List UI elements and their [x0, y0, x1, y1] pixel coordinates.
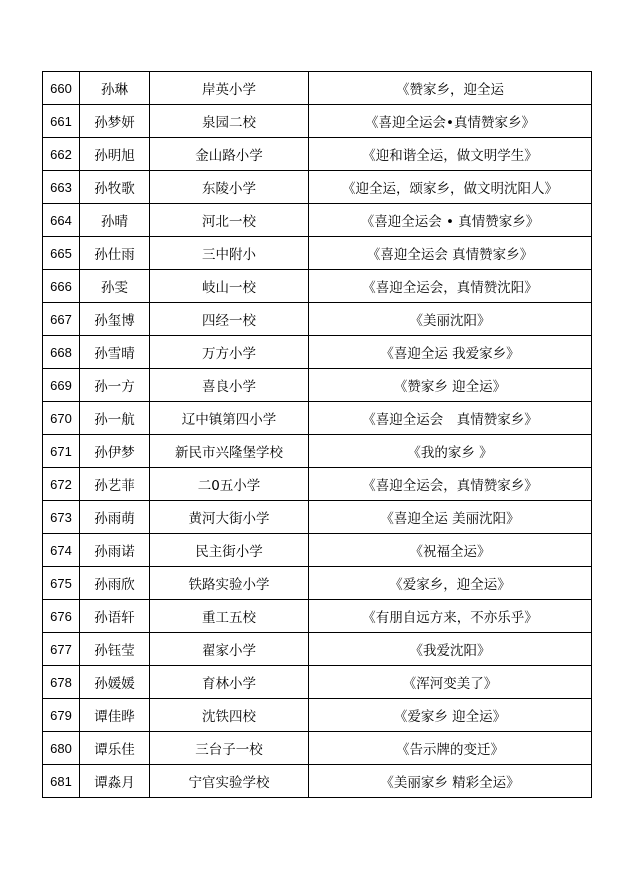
row-number: 674: [43, 534, 80, 567]
school-name: 铁路实验小学: [150, 567, 309, 600]
school-name: 万方小学: [150, 336, 309, 369]
work-title: 《迎和谐全运，做文明学生》: [309, 138, 592, 171]
row-number: 660: [43, 72, 80, 105]
table-row: [43, 105, 592, 138]
entry-list: [42, 71, 591, 798]
table-row: [43, 600, 592, 633]
school-name: 新民市兴隆堡学校: [150, 435, 309, 468]
student-name: 孙牧歌: [80, 171, 150, 204]
work-title: 《爱家乡 迎全运》: [309, 699, 592, 732]
table-row: [43, 666, 592, 699]
table-row: [43, 633, 592, 666]
school-name: 四经一校: [150, 303, 309, 336]
row-number: 664: [43, 204, 80, 237]
student-name: 孙明旭: [80, 138, 150, 171]
row-number: 670: [43, 402, 80, 435]
work-title: 《迎全运，颂家乡，做文明沈阳人》: [309, 171, 592, 204]
student-name: 谭乐佳: [80, 732, 150, 765]
table-row: [43, 732, 592, 765]
table-row: [43, 765, 592, 798]
table-row: [43, 369, 592, 402]
school-name: 宁官实验学校: [150, 765, 309, 798]
work-title: 《美丽沈阳》: [309, 303, 592, 336]
table-row: [43, 336, 592, 369]
work-title: 《美丽家乡 精彩全运》: [309, 765, 592, 798]
table-row: [43, 72, 592, 105]
table-row: [43, 171, 592, 204]
student-name: 孙伊梦: [80, 435, 150, 468]
school-name: 二0五小学: [150, 468, 309, 501]
work-title: 《喜迎全运 美丽沈阳》: [309, 501, 592, 534]
school-name: 沈铁四校: [150, 699, 309, 732]
school-name: 翟家小学: [150, 633, 309, 666]
work-title: 《喜迎全运会•真情赞家乡》: [309, 105, 592, 138]
row-number: 666: [43, 270, 80, 303]
school-name: 泉园二校: [150, 105, 309, 138]
work-title: 《赞家乡 迎全运》: [309, 369, 592, 402]
school-name: 东陵小学: [150, 171, 309, 204]
work-title: 《喜迎全运会 真情赞家乡》: [309, 402, 592, 435]
work-title: 《我的家乡 》: [309, 435, 592, 468]
work-title: 《赞家乡，迎全运: [309, 72, 592, 105]
table-row: [43, 567, 592, 600]
table-row: [43, 402, 592, 435]
row-number: 681: [43, 765, 80, 798]
school-name: 河北一校: [150, 204, 309, 237]
school-name: 金山路小学: [150, 138, 309, 171]
entry-table: [42, 71, 592, 798]
student-name: 谭淼月: [80, 765, 150, 798]
work-title: 《有朋自远方来，不亦乐乎》: [309, 600, 592, 633]
work-title: 《喜迎全运 我爱家乡》: [309, 336, 592, 369]
school-name: 辽中镇第四小学: [150, 402, 309, 435]
student-name: 孙雨萌: [80, 501, 150, 534]
row-number: 673: [43, 501, 80, 534]
student-name: 孙雨诺: [80, 534, 150, 567]
work-title: 《喜迎全运会 • 真情赞家乡》: [309, 204, 592, 237]
row-number: 677: [43, 633, 80, 666]
work-title: 《祝福全运》: [309, 534, 592, 567]
table-row: [43, 699, 592, 732]
row-number: 676: [43, 600, 80, 633]
table-row: [43, 303, 592, 336]
work-title: 《爱家乡，迎全运》: [309, 567, 592, 600]
student-name: 孙雯: [80, 270, 150, 303]
school-name: 三台子一校: [150, 732, 309, 765]
student-name: 孙雨欣: [80, 567, 150, 600]
work-title: 《告示牌的变迁》: [309, 732, 592, 765]
row-number: 680: [43, 732, 80, 765]
school-name: 喜良小学: [150, 369, 309, 402]
student-name: 孙艺菲: [80, 468, 150, 501]
work-title: 《喜迎全运会，真情赞家乡》: [309, 468, 592, 501]
table-row: [43, 501, 592, 534]
row-number: 662: [43, 138, 80, 171]
school-name: 黄河大街小学: [150, 501, 309, 534]
row-number: 669: [43, 369, 80, 402]
student-name: 孙语轩: [80, 600, 150, 633]
work-title: 《喜迎全运会，真情赞沈阳》: [309, 270, 592, 303]
work-title: 《我爱沈阳》: [309, 633, 592, 666]
row-number: 668: [43, 336, 80, 369]
student-name: 孙玺博: [80, 303, 150, 336]
row-number: 679: [43, 699, 80, 732]
table-row: [43, 270, 592, 303]
school-name: 三中附小: [150, 237, 309, 270]
school-name: 重工五校: [150, 600, 309, 633]
table-row: [43, 138, 592, 171]
school-name: 岸英小学: [150, 72, 309, 105]
student-name: 孙仕雨: [80, 237, 150, 270]
work-title: 《浑河变美了》: [309, 666, 592, 699]
row-number: 661: [43, 105, 80, 138]
row-number: 663: [43, 171, 80, 204]
table-row: [43, 534, 592, 567]
work-title: 《喜迎全运会 真情赞家乡》: [309, 237, 592, 270]
row-number: 678: [43, 666, 80, 699]
row-number: 665: [43, 237, 80, 270]
entry-table-body: [43, 72, 592, 798]
student-name: 孙一方: [80, 369, 150, 402]
row-number: 672: [43, 468, 80, 501]
row-number: 675: [43, 567, 80, 600]
school-name: 岐山一校: [150, 270, 309, 303]
student-name: 孙雪晴: [80, 336, 150, 369]
table-row: [43, 204, 592, 237]
student-name: 谭佳晔: [80, 699, 150, 732]
table-row: [43, 468, 592, 501]
row-number: 671: [43, 435, 80, 468]
table-row: [43, 435, 592, 468]
school-name: 育林小学: [150, 666, 309, 699]
row-number: 667: [43, 303, 80, 336]
student-name: 孙钰莹: [80, 633, 150, 666]
student-name: 孙梦妍: [80, 105, 150, 138]
student-name: 孙一航: [80, 402, 150, 435]
student-name: 孙媛媛: [80, 666, 150, 699]
student-name: 孙晴: [80, 204, 150, 237]
table-row: [43, 237, 592, 270]
school-name: 民主街小学: [150, 534, 309, 567]
student-name: 孙琳: [80, 72, 150, 105]
